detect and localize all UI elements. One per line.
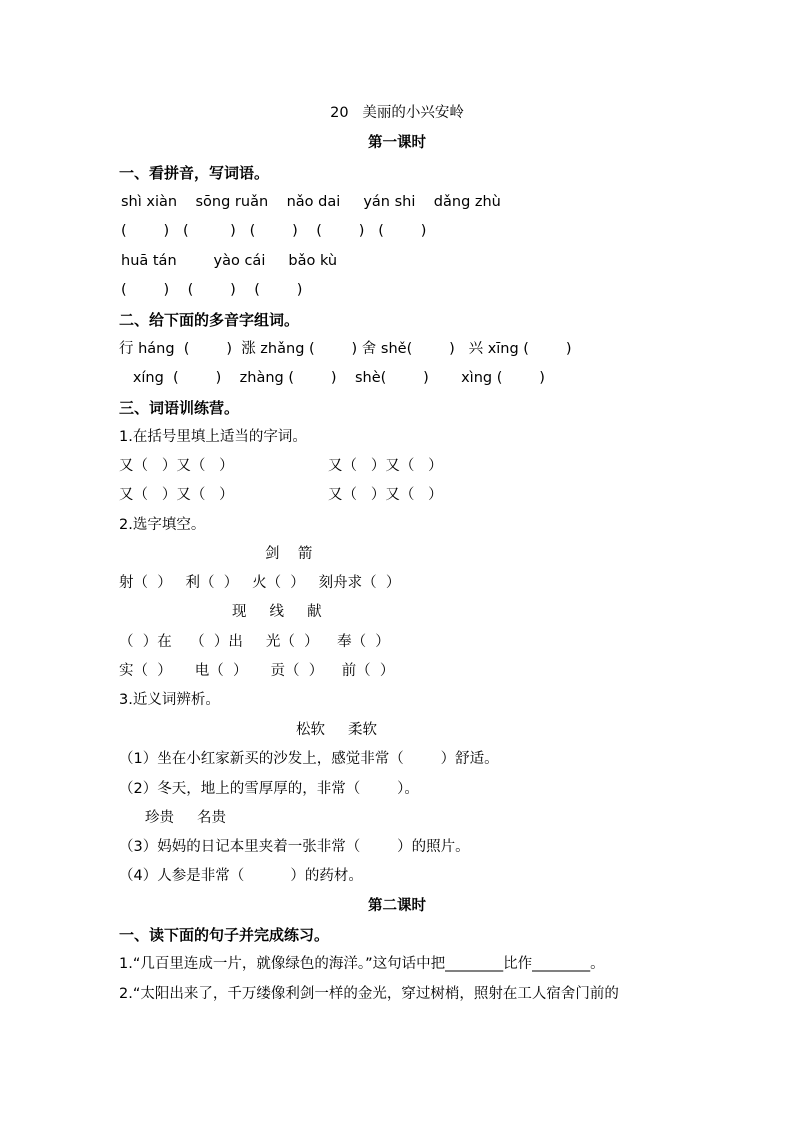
blanks-row-1: ( ) ( ) ( ) ( ) ( ) — [121, 223, 427, 239]
polyphone-row-1: 行 háng ( ) 涨 zhǎng ( ) 舍 shě( ) 兴 xīng ( ) — [119, 341, 572, 357]
synonym-options-2: 珍贵 名贵 — [145, 810, 227, 826]
page-title: 20 美丽的小兴安岭 — [330, 105, 464, 121]
synonym-sentence-1: （1）坐在小红家新买的沙发上，感觉非常（ ）舒适。 — [119, 751, 499, 767]
pinyin-row-1: shì xiàn sōng ruǎn nǎo dai yán shi dǎng zhù — [121, 194, 501, 210]
lesson-2-section-1-heading: 一、读下面的句子并完成练习。 — [119, 926, 330, 944]
question-1-prompt: 1.在括号里填上适当的字词。 — [119, 429, 307, 445]
reading-question-2: 2.“太阳出来了，千万缕像利剑一样的金光，穿过树梢，照射在工人宿舍门前的 — [119, 986, 619, 1002]
reading-question-1: 1.“几百里连成一片，就像绿色的海洋。”这句话中把________比作________。 — [119, 956, 605, 972]
polyphone-row-2: xíng ( ) zhàng ( ) shè( ) xìng ( ) — [119, 370, 545, 386]
choice-row-3: 实（ ） 电（ ） 贡（ ） 前（ ） — [119, 663, 395, 679]
synonym-sentence-2: （2）冬天，地上的雪厚厚的，非常（ ）。 — [119, 781, 419, 797]
choice-row-2: （ ）在 （ ）出 光（ ） 奉（ ） — [119, 634, 390, 650]
fill-row-2b: 又（ ）又（ ） — [328, 487, 443, 503]
options-xian: 现 线 献 — [232, 604, 322, 620]
question-2-prompt: 2.选字填空。 — [119, 517, 206, 533]
fill-row-2a: 又（ ）又（ ） — [119, 487, 234, 503]
section-1-heading: 一、看拼音，写词语。 — [119, 164, 270, 182]
lesson-2-heading: 第二课时 — [368, 898, 426, 914]
fill-row-1b: 又（ ）又（ ） — [328, 458, 443, 474]
synonym-sentence-3: （3）妈妈的日记本里夹着一张非常（ ）的照片。 — [119, 839, 470, 855]
fill-row-1a: 又（ ）又（ ） — [119, 458, 234, 474]
blanks-row-2: ( ) ( ) ( ) — [121, 282, 303, 298]
synonym-options-1: 松软 柔软 — [296, 722, 378, 738]
question-3-prompt: 3.近义词辨析。 — [119, 692, 220, 708]
section-2-heading: 二、给下面的多音字组词。 — [119, 311, 300, 329]
choice-row-1: 射（ ） 利（ ） 火（ ） 刻舟求（ ） — [119, 575, 401, 591]
section-3-heading: 三、词语训练营。 — [119, 399, 240, 417]
synonym-sentence-4: （4）人参是非常（ ）的药材。 — [119, 868, 363, 884]
lesson-1-heading: 第一课时 — [368, 135, 426, 151]
options-jian: 剑 箭 — [265, 546, 313, 562]
pinyin-row-2: huā tán yào cái bǎo kù — [121, 253, 338, 269]
